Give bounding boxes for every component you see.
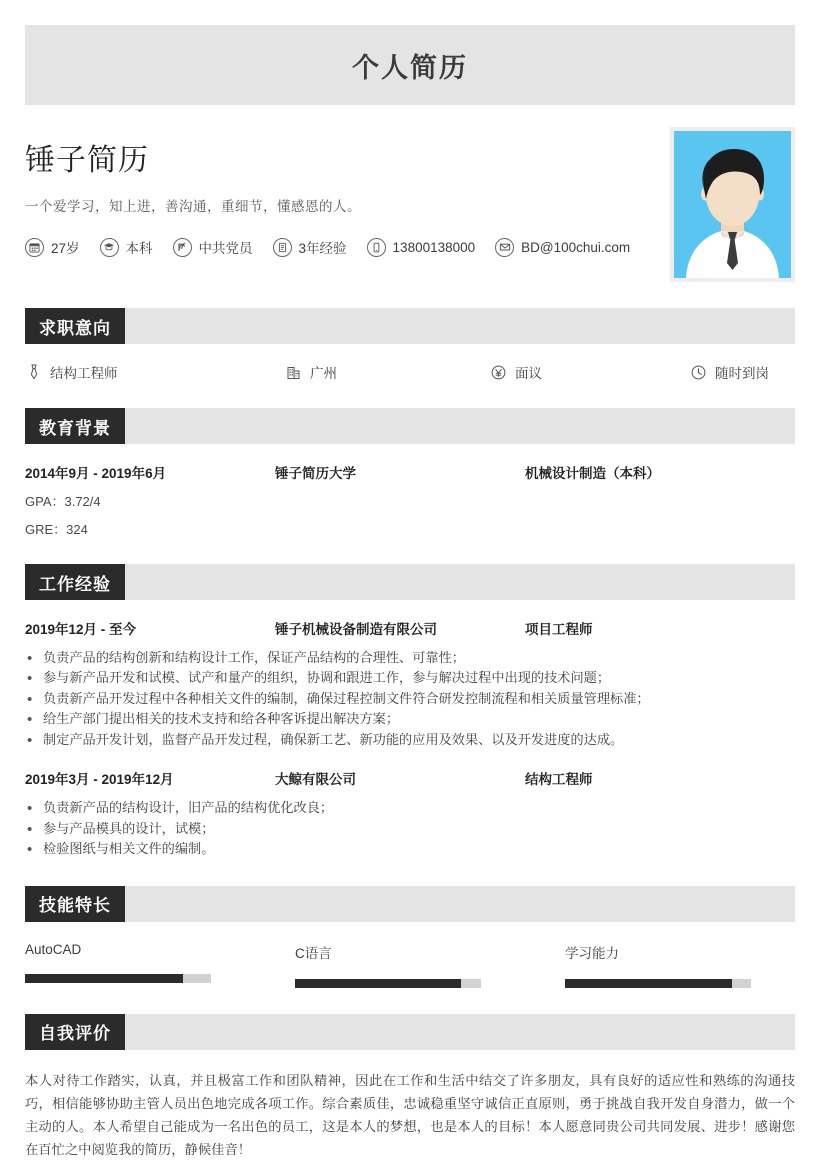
work-entry bbox=[25, 768, 795, 859]
clock-icon bbox=[690, 364, 707, 381]
work-bullet: • 参与产品模具的设计，试模； bbox=[25, 819, 795, 839]
intent-text-availability: 随时到岗 bbox=[715, 366, 769, 381]
intent-item-availability bbox=[690, 362, 769, 382]
work-bullet: • 检验图纸与相关文件的编制。 bbox=[25, 839, 795, 859]
section-header-job-intention bbox=[25, 308, 795, 344]
work-company: 锤子机械设备制造有限公司 bbox=[275, 622, 437, 637]
section-title-job-intention: 求职意向 bbox=[25, 308, 125, 344]
intent-text-salary: 面议 bbox=[515, 366, 542, 381]
meta-item-experience bbox=[273, 237, 347, 257]
section-title-work-experience: 工作经验 bbox=[25, 564, 125, 600]
work-bullet: • 负责新产品开发过程中各种相关文件的编制，确保过程控制文件符合研发控制流程和相关质量管理标准； bbox=[25, 689, 795, 709]
skill-name: C语言 bbox=[295, 945, 332, 961]
meta-item-political-status bbox=[173, 237, 253, 257]
profile-section bbox=[25, 127, 795, 282]
resume-title-banner bbox=[25, 25, 795, 105]
mobile-phone-icon bbox=[367, 238, 386, 257]
work-entry-head bbox=[25, 768, 795, 788]
work-bullet: • 参与新产品开发和试模、试产和量产的组织，协调和跟进工作，参与解决过程中出现的技术问题； bbox=[25, 668, 795, 688]
education-detail-gre: GRE：324 bbox=[25, 522, 88, 537]
skill-progress-fill bbox=[25, 974, 183, 983]
meta-item-education bbox=[100, 237, 153, 257]
skills-row bbox=[25, 942, 795, 988]
skill-progress-track bbox=[25, 974, 211, 983]
resume-page bbox=[0, 25, 820, 1160]
education-date: 2014年9月 - 2019年6月 bbox=[25, 466, 167, 481]
section-header-self-evaluation bbox=[25, 1014, 795, 1050]
skill-progress-track bbox=[565, 979, 751, 988]
section-title-self-evaluation: 自我评价 bbox=[25, 1014, 125, 1050]
meta-text-email: BD@100chui.com bbox=[521, 239, 631, 255]
education-major: 机械设计制造（本科） bbox=[525, 466, 660, 481]
meta-item-phone bbox=[367, 238, 476, 257]
work-entry bbox=[25, 618, 795, 750]
skill-name: AutoCAD bbox=[25, 941, 82, 957]
meta-text-experience: 3年经验 bbox=[298, 241, 347, 256]
meta-item-age bbox=[25, 237, 80, 257]
candidate-tagline: 一个爱学习，知上进，善沟通，重细节，懂感恩的人。 bbox=[25, 199, 361, 214]
intent-text-position: 结构工程师 bbox=[50, 366, 118, 381]
section-header-education bbox=[25, 408, 795, 444]
work-bullets bbox=[25, 798, 795, 859]
education-school: 锤子简历大学 bbox=[275, 466, 356, 481]
work-bullet: • 给生产部门提出相关的技术支持和给各种客诉提出解决方案； bbox=[25, 709, 795, 729]
work-role: 结构工程师 bbox=[525, 772, 593, 788]
candidate-name: 锤子简历 bbox=[25, 144, 149, 177]
intent-text-city: 广州 bbox=[310, 366, 337, 381]
work-entry-head bbox=[25, 618, 795, 638]
section-title-skills: 技能特长 bbox=[25, 886, 125, 922]
skill-item bbox=[295, 942, 565, 988]
work-bullet: • 负责新产品的结构设计，旧产品的结构优化改良； bbox=[25, 798, 795, 818]
meta-text-education: 本科 bbox=[125, 241, 153, 256]
meta-text-phone: 13800138000 bbox=[392, 239, 476, 255]
calendar-icon bbox=[25, 238, 44, 257]
profile-meta-row bbox=[25, 237, 652, 257]
section-header-work-experience bbox=[25, 564, 795, 600]
party-emblem-icon bbox=[173, 238, 192, 257]
graduation-cap-icon bbox=[100, 238, 119, 257]
education-detail-gpa: GPA：3.72/4 bbox=[25, 494, 101, 509]
meta-item-email bbox=[495, 238, 630, 257]
education-entry-head bbox=[25, 462, 795, 482]
meta-text-political-status: 中共党员 bbox=[198, 241, 253, 256]
self-evaluation-text: 本人对待工作踏实，认真，并且极富工作和团队精神，因此在工作和生活中结交了许多朋友，具有良好的适应性和熟练的沟通技巧，相信能够协助主管人员出色地完成各项工作。综合素质佳，忠诚稳重坚守诚信正直原则，勇于挑战自我开发自身潜力，做一个主动的人。本人希望自己能成为一名出色的员工，这是本人的梦想，也是本人的目标！本人愿意同贵公司共同发展、进步！感谢您在百忙之中阅览我的简历，静候佳音！ bbox=[25, 1072, 795, 1158]
avatar bbox=[674, 131, 791, 278]
document-icon bbox=[273, 238, 292, 257]
building-icon bbox=[285, 364, 302, 381]
work-date: 2019年12月 - 至今 bbox=[25, 622, 137, 637]
intent-item-position bbox=[25, 362, 285, 382]
skill-name: 学习能力 bbox=[565, 945, 619, 961]
profile-info bbox=[25, 127, 652, 282]
skill-progress-track bbox=[295, 979, 481, 988]
section-title-education: 教育背景 bbox=[25, 408, 125, 444]
envelope-icon bbox=[495, 238, 514, 257]
skill-progress-fill bbox=[565, 979, 732, 988]
meta-text-age: 27岁 bbox=[51, 241, 80, 256]
job-intention-row bbox=[25, 362, 795, 382]
page-title: 个人简历 bbox=[352, 52, 468, 83]
work-date: 2019年3月 - 2019年12月 bbox=[25, 772, 174, 788]
work-bullet: • 制定产品开发计划，监督产品开发过程，确保新工艺、新功能的应用及效果、以及开发进度的达成。 bbox=[25, 730, 795, 750]
intent-item-salary bbox=[490, 362, 690, 382]
work-role: 项目工程师 bbox=[525, 622, 593, 637]
skill-item bbox=[25, 942, 295, 988]
skill-progress-fill bbox=[295, 979, 461, 988]
necktie-icon bbox=[25, 364, 42, 381]
yuan-icon bbox=[490, 364, 507, 381]
section-header-skills bbox=[25, 886, 795, 922]
avatar-frame bbox=[670, 127, 795, 282]
education-entry bbox=[25, 462, 795, 538]
work-company: 大鲸有限公司 bbox=[275, 772, 356, 788]
intent-item-city bbox=[285, 362, 490, 382]
work-bullet: • 负责产品的结构创新和结构设计工作，保证产品结构的合理性、可靠性； bbox=[25, 648, 795, 668]
work-bullets bbox=[25, 648, 795, 750]
skill-item bbox=[565, 942, 795, 988]
